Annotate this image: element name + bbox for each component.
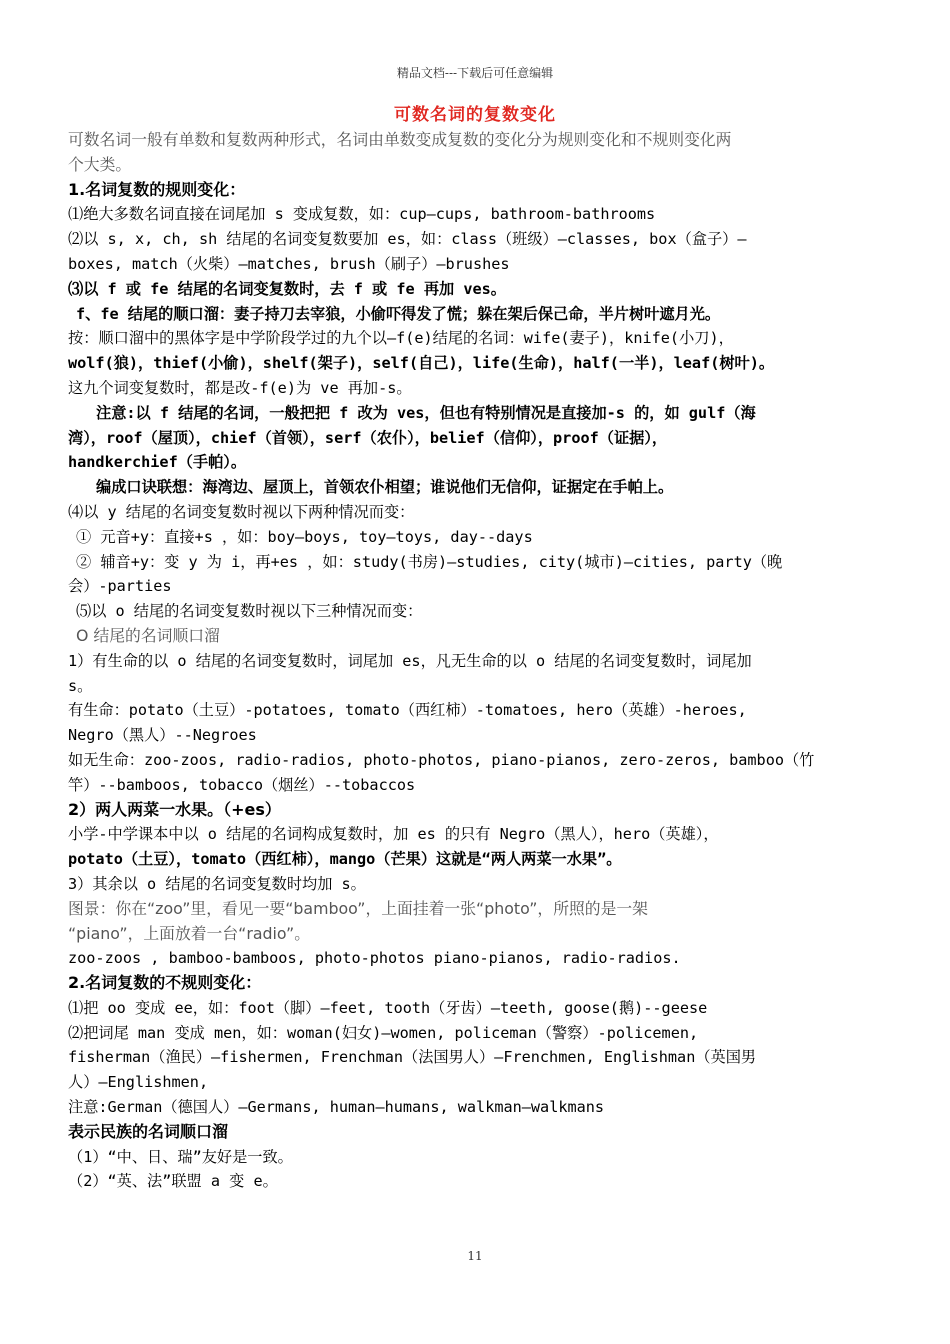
text-line: （2）“英、法”联盟 a 变 e。 [68,1172,278,1191]
text-line: 这九个词变复数时，都是改-f(e)为 ve 再加-s。 [68,378,412,397]
page-header: 精品文档---下载后可任意编辑 [396,66,554,80]
text-line: ⑵以 s, x, ch, sh 结尾的名词变复数要加 es，如：class（班级）—classes, box（盒子）— [68,230,747,249]
note-line: handkerchief（手帕）。 [68,453,247,472]
text-line: 图景：你在“zoo”里，看见一要“bamboo”，上面挂着一张“photo”，所照的是一架 [68,898,648,918]
text-line: ② 辅音+y：变 y 为 i，再+es ，如：study(书房)—studies, city(城市)—cities, party（晚 [76,552,783,571]
text-line: 注意:German（德国人）—Germans, human—humans, walkman—walkmans [68,1098,605,1117]
text-line: s。 [68,676,93,695]
section-heading-regular: 1.名词复数的规则变化： [68,179,246,199]
text-line: Negro（黑人）--Negroes [68,726,257,745]
text-line: 小学-中学课本中以 o 结尾的名词构成复数时，加 es 的只有 Negro（黑人），hero（英雄）， [68,825,719,844]
note-line: 注意:以 f 结尾的名词，一般把把 f 改为 ves，但也有特别情况是直接加-s 的，如 gulf（海 [96,403,756,422]
text-line: 按：顺口溜中的黑体字是中学阶段学过的九个以—f(e)结尾的名词：wife(妻子)，knife(小刀)， [68,329,734,348]
text-line: 竿）--bamboos, tobacco（烟丝）--tobaccos [68,775,416,794]
text-line: potato（土豆），tomato（西红柿），mango（芒果）这就是“两人两菜一水果”。 [68,850,622,869]
text-line: ⑴把 oo 变成 ee，如：foot（脚）—feet, tooth（牙齿）—teeth, goose(鹅)--geese [68,998,708,1017]
rhyme-line: f、fe 结尾的顺口溜：妻子持刀去宰狼，小偷吓得发了慌；躲在架后保己命，半片树叶遮月光。 [76,304,721,323]
subheading-line: 2）两人两菜一水果。（+es） [68,799,281,819]
text-line: ① 元音+y：直接+s ，如：boy—boys, toy—toys, day--days [76,527,533,546]
text-line: “piano”，上面放着一台“radio”。 [68,923,311,943]
page-number: 11 [467,1249,483,1263]
intro-line: 可数名词一般有单数和复数两种形式，名词由单数变成复数的变化分为规则变化和不规则变化两 [68,130,732,149]
text-line: 1）有生命的以 o 结尾的名词变复数时，词尾加 es，凡无生命的以 o 结尾的名词变复数时，词尾加 [68,651,752,670]
text-line: （1）“中、日、瑞”友好是一致。 [68,1147,293,1166]
intro-line: 个大类。 [68,154,132,174]
document-body [68,128,888,1194]
rhyme-line: 编成口诀联想：海湾边、屋顶上，首领农仆相望；谁说他们无信仰，证据定在手帕上。 [96,478,674,497]
text-line: boxes, match（火柴）—matches, brush（刷子）—brushes [68,254,510,273]
text-line: ⑴绝大多数名词直接在词尾加 s 变成复数，如：cup—cups, bathroom-bathrooms [68,205,656,224]
text-line: ⑸以 o 结尾的名词变复数时视以下三种情况而变： [76,602,423,621]
text-line: 3）其余以 o 结尾的名词变复数时均加 s。 [68,874,366,893]
text-line: 如无生命：zoo-zoos, radio-radios, photo-photos, piano-pianos, zero-zeros, bamboo（竹 [68,750,815,769]
text-line: 会）-parties [68,577,172,596]
text-line: ⑶以 f 或 fe 结尾的名词变复数时，去 f 或 fe 再加 ves。 [68,279,506,298]
text-line: O 结尾的名词顺口溜 [76,625,220,645]
text-line: ⑵把词尾 man 变成 men，如：woman(妇女)—women, policeman（警察）-policemen, [68,1023,699,1042]
note-line: 湾），roof（屋顶），chief（首领），serf（农仆），belief（信仰），proof（证据）， [68,428,668,447]
text-line: fisherman（渔民）—fishermen, Frenchman（法国男人）—Frenchmen, Englishman（英国男 [68,1048,757,1067]
document-title: 可数名词的复数变化 [394,105,556,125]
text-line: wolf(狼)，thief(小偷)，shelf(架子)，self(自己)，life(生命)，half(一半)，leaf(树叶)。 [68,354,775,373]
text-line: 人）—Englishmen, [68,1073,209,1092]
section-heading-irregular: 2.名词复数的不规则变化： [68,973,262,993]
text-line: ⑷以 y 结尾的名词变复数时视以下两种情况而变： [68,502,415,521]
text-line: zoo-zoos , bamboo-bamboos, photo-photos piano-pianos, radio-radios. [68,949,681,968]
text-line: 有生命：potato（土豆）-potatoes, tomato（西红柿）-tomatoes, hero（英雄）-heroes, [68,701,747,720]
subheading-line: 表示民族的名词顺口溜 [68,1121,229,1141]
